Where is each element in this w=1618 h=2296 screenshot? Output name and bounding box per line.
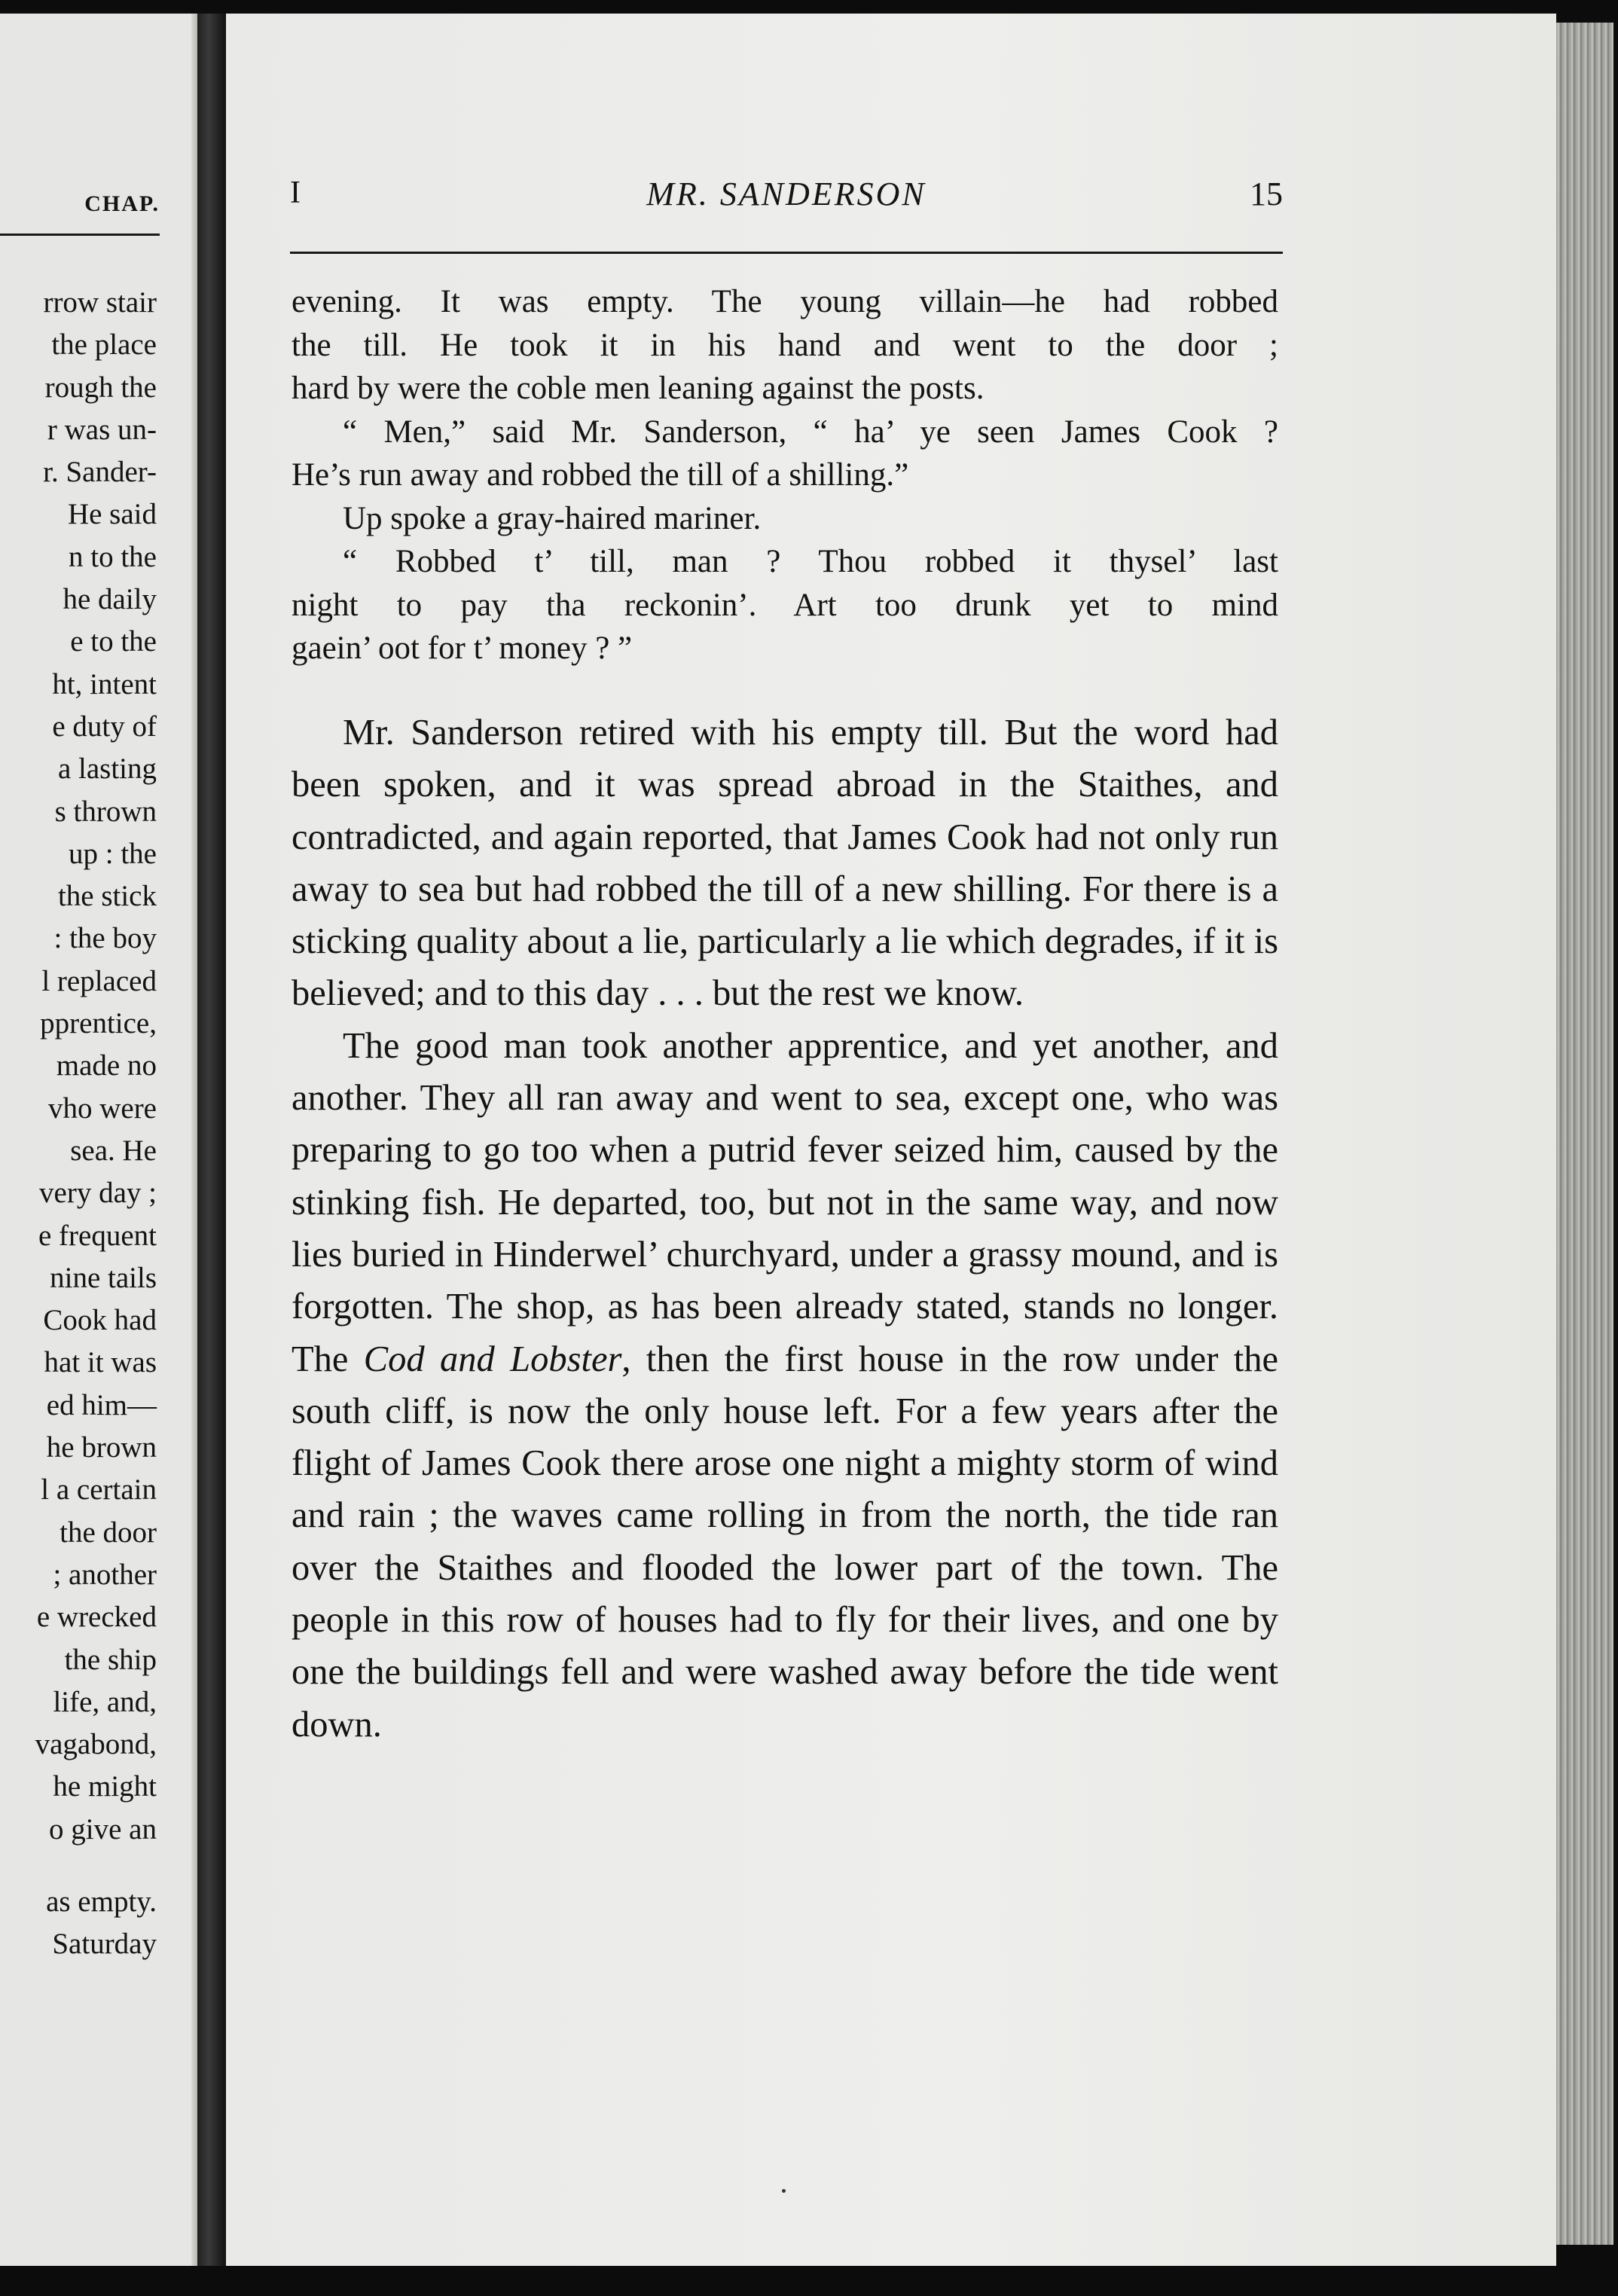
page-stack-edge <box>1556 23 1613 2245</box>
page-number: 15 <box>1250 176 1283 212</box>
facing-line: pprentice, <box>40 1007 157 1040</box>
running-title: MR. SANDERSON <box>646 176 927 212</box>
facing-line: rrow stair <box>43 286 157 319</box>
facing-line: ed him— <box>46 1388 157 1421</box>
facing-line: a lasting <box>57 753 157 786</box>
text-line: “ Robbed t’ till, man ? Thou robbed it thysel’ last <box>343 544 1278 579</box>
facing-line: ht, intent <box>52 667 157 701</box>
facing-line: nine tails <box>50 1261 157 1294</box>
text-line: He’s run away and robbed the till of a shilling.” <box>292 457 909 493</box>
chapter-number: I <box>290 176 301 210</box>
text-line: gaein’ oot for t’ money ? ” <box>292 630 633 666</box>
facing-line: e wrecked <box>36 1601 157 1634</box>
facing-line: e duty of <box>52 710 157 743</box>
facing-line: up : the <box>69 837 157 870</box>
paragraph <box>292 1020 1278 1751</box>
text-line: Up spoke a gray-haired mariner. <box>343 500 762 536</box>
facing-line: r was un- <box>47 413 157 446</box>
facing-page-rule <box>0 234 160 236</box>
facing-line: as empty. <box>46 1885 157 1918</box>
facing-line: life, and, <box>53 1685 157 1718</box>
text-line: the till. He took it in his hand and went to the door ; <box>292 327 1278 363</box>
text-line: hard by were the coble men leaning against the posts. <box>292 371 985 406</box>
facing-page <box>0 14 197 2266</box>
paragraph-text: The good man took another apprentice, and yet another, and another. They all ran away and went to sea, except one, who was preparing to go too when a putrid fever seized him, caused by the stinking fish. He departed, too, but not in the same way, and now lies buried in Hinderwel’ churchyard, under a grassy mound, and is forgotten. The shop, as has been already stated, stands no longer. The <box>292 1025 1278 1379</box>
text-line: night to pay tha reckonin’. Art too drunk yet to mind <box>292 587 1278 623</box>
facing-line: very day ; <box>39 1177 157 1210</box>
facing-page-text <box>35 282 157 1966</box>
facing-line: ; another <box>53 1558 157 1591</box>
page-speck <box>782 2189 786 2193</box>
facing-line: the place <box>51 328 157 362</box>
facing-line: l replaced <box>41 964 157 997</box>
running-head <box>290 175 1283 217</box>
facing-line: l a certain <box>41 1473 157 1507</box>
facing-line: s thrown <box>54 795 157 828</box>
facing-line: the door <box>60 1516 157 1549</box>
facing-line: e frequent <box>38 1219 157 1252</box>
facing-line: the stick <box>57 880 157 913</box>
facing-line: e to the <box>70 625 157 658</box>
facing-line: r. Sander- <box>43 456 157 489</box>
book-gutter <box>197 14 226 2266</box>
text-line: “ Men,” said Mr. Sanderson, “ ha’ ye seen James Cook ? <box>343 414 1278 450</box>
facing-line: made no <box>56 1049 157 1082</box>
facing-line: he might <box>53 1770 157 1803</box>
facing-line: : the boy <box>53 922 157 955</box>
facing-line: Saturday <box>52 1928 157 1961</box>
facing-page-edge <box>191 14 197 2266</box>
facing-line: He said <box>67 498 157 531</box>
facing-line: Cook had <box>43 1304 157 1337</box>
facing-line: he daily <box>63 583 157 616</box>
inn-name: Cod and Lobster <box>363 1339 622 1379</box>
header-rule <box>290 252 1283 254</box>
facing-page-header: CHAP. <box>84 191 160 216</box>
facing-line: the ship <box>64 1643 157 1676</box>
facing-line: sea. He <box>70 1134 157 1167</box>
paragraph: Mr. Sanderson retired with his empty till. But the word had been spoken, and it was spread abroad in the Staithes, and contradicted, and again reported, that James Cook had not only run away to sea but had robbed the till of a new shilling. For there is a sticking quality about a lie, particularly a lie which degrades, if it is believed; and to this day . . . but the rest we know. <box>292 713 1278 1014</box>
facing-line: rough the <box>44 371 157 404</box>
facing-line: n to the <box>69 540 157 573</box>
paragraph-text: , then the first house in the row under the south cliff, is now the only house left. For a few years after the flight of James Cook there arose one night a mighty storm of wind and rain ; the waves came rolling in from the north, the tide ran over the Staithes and flooded the lower part of the town. The people in this row of houses had to fly for their lives, and one by one the buildings fell and were washed away before the tide went down. <box>292 1339 1278 1745</box>
facing-line: o give an <box>49 1812 157 1846</box>
text-line: evening. It was empty. The young villain—he had robbed <box>292 284 1278 319</box>
facing-line: vho were <box>47 1092 157 1125</box>
facing-line: he brown <box>46 1431 157 1464</box>
body-text <box>292 707 1278 1751</box>
facing-line: vagabond, <box>35 1728 157 1761</box>
dialogue-excerpt <box>292 280 1278 670</box>
facing-line: hat it was <box>44 1346 157 1379</box>
